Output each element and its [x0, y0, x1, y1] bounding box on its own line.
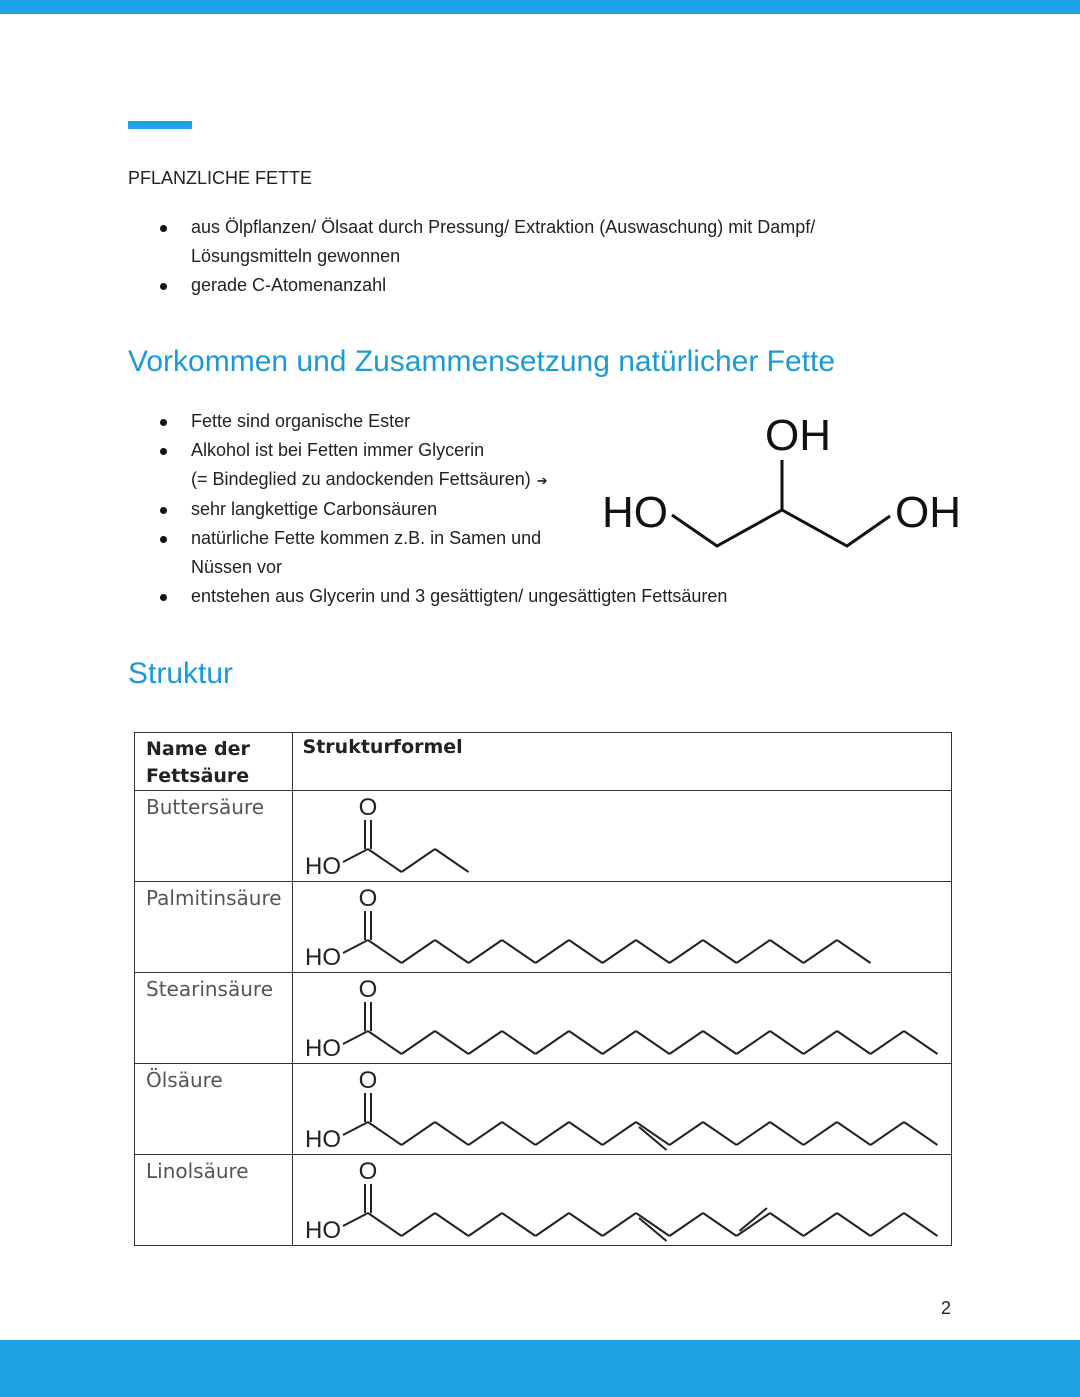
chain-bond: [770, 940, 804, 963]
fatty-acid-name: Palmitinsäure: [135, 882, 293, 973]
chain-bond: [468, 1122, 502, 1145]
chain-bond: [636, 1213, 670, 1236]
section-label: PFLANZLICHE FETTE: [128, 168, 313, 188]
skeletal-formula: [293, 1064, 951, 1151]
hydroxyl-label: HO: [304, 1126, 341, 1151]
heading-occurrence: Vorkommen und Zusammensetzung natürlicher Fette: [128, 345, 836, 378]
hydroxyl-label: HO: [304, 1217, 341, 1242]
chain-bond: [770, 1213, 804, 1236]
chain-bond: [703, 940, 737, 963]
fatty-acid-name: Stearinsäure: [135, 973, 293, 1064]
chain-bond: [502, 1031, 536, 1054]
list-item-continuation: (= Bindeglied zu andockenden Fettsäuren) ➔: [191, 469, 548, 489]
glycerin-oh-top: OH: [765, 411, 831, 460]
chain-bond: [669, 1122, 703, 1145]
chain-bond: [736, 940, 770, 963]
fatty-acid-name: Ölsäure: [135, 1064, 293, 1155]
chain-bond: [602, 940, 636, 963]
fatty-acid-name: Linolsäure: [135, 1155, 293, 1246]
list-item: natürliche Fette kommen z.B. in Samen und: [160, 524, 727, 553]
plant-fat-list: [160, 213, 815, 300]
chain-bond: [837, 1122, 871, 1145]
list-item: Fette sind organische Ester: [160, 407, 727, 436]
skeletal-formula: [293, 1155, 951, 1242]
chain-bond: [401, 1213, 435, 1236]
hydroxyl-label: HO: [304, 1035, 341, 1060]
glycerin-bonds: [672, 510, 890, 546]
table-row: [135, 791, 952, 882]
chain-bond: [870, 1122, 904, 1145]
double-bond: [739, 1208, 767, 1231]
glycerin-ho-left: HO: [602, 488, 668, 537]
chain-bond: [837, 1031, 871, 1054]
chain-bond: [736, 1031, 770, 1054]
chain-bond: [703, 1031, 737, 1054]
chain-bond: [636, 1122, 670, 1145]
chain-bond: [770, 1031, 804, 1054]
chain-bond: [569, 940, 603, 963]
chain-bond: [904, 1031, 938, 1054]
skeletal-formula: [293, 791, 951, 878]
chain-bond: [736, 1122, 770, 1145]
oxygen-label: O: [358, 885, 377, 912]
accent-dash: [128, 121, 192, 129]
chain-bond: [468, 1213, 502, 1236]
chain-bond: [602, 1031, 636, 1054]
bullet-icon: [160, 283, 167, 290]
bullet-icon: [160, 536, 167, 543]
chain-bond: [569, 1213, 603, 1236]
header-formula: Strukturformel: [292, 733, 951, 791]
chain-bond: [435, 849, 469, 872]
chain-bond: [870, 1031, 904, 1054]
chain-bond: [535, 1031, 569, 1054]
bullet-icon: [160, 448, 167, 455]
structure-cell: [292, 791, 951, 882]
bullet-icon: [160, 507, 167, 514]
chain-bond: [636, 940, 670, 963]
bullet-icon: [160, 419, 167, 426]
chain-bond: [803, 1122, 837, 1145]
table-row: [135, 973, 952, 1064]
list-item: sehr langkettige Carbonsäuren: [160, 495, 727, 524]
oxygen-label: O: [358, 1158, 377, 1185]
oxygen-label: O: [358, 794, 377, 821]
oxygen-label: O: [358, 1067, 377, 1094]
structure-cell: [292, 1155, 951, 1246]
chain-bond: [669, 940, 703, 963]
fatty-acid-name: Buttersäure: [135, 791, 293, 882]
chain-bond: [636, 1031, 670, 1054]
structure-cell: [292, 1064, 951, 1155]
top-accent-bar: [0, 0, 1080, 14]
chain-bond: [468, 1031, 502, 1054]
hydroxyl-bond: [343, 849, 368, 862]
hydroxyl-bond: [343, 1122, 368, 1135]
chain-bond: [837, 1213, 871, 1236]
hydroxyl-bond: [343, 1213, 368, 1226]
chain-bond: [870, 1213, 904, 1236]
table-row: [135, 1155, 952, 1246]
header-name: Name der Fettsäure: [135, 733, 293, 791]
structure-cell: [292, 973, 951, 1064]
chain-bond: [368, 940, 402, 963]
chain-bond: [468, 940, 502, 963]
table-row: [135, 1064, 952, 1155]
skeletal-formula: [293, 882, 951, 969]
bottom-accent-bar: [0, 1340, 1080, 1397]
chain-bond: [669, 1031, 703, 1054]
chain-bond: [569, 1031, 603, 1054]
chain-bond: [368, 1031, 402, 1054]
double-bond: [639, 1218, 667, 1241]
list-item-continuation: Lösungsmitteln gewonnen: [191, 246, 401, 266]
table-row: [135, 882, 952, 973]
chain-bond: [368, 1213, 402, 1236]
chain-bond: [703, 1122, 737, 1145]
chain-bond: [569, 1122, 603, 1145]
chain-bond: [904, 1213, 938, 1236]
hydroxyl-bond: [343, 940, 368, 953]
chain-bond: [837, 940, 871, 963]
chain-bond: [435, 1122, 469, 1145]
list-item: aus Ölpflanzen/ Ölsaat durch Pressung/ Extraktion (Auswaschung) mit Dampf/: [160, 213, 815, 242]
chain-bond: [770, 1122, 804, 1145]
chain-bond: [435, 1031, 469, 1054]
heading-structure: Struktur: [128, 657, 234, 690]
bullet-icon: [160, 594, 167, 601]
chain-bond: [535, 1213, 569, 1236]
chain-bond: [368, 1122, 402, 1145]
chain-bond: [502, 940, 536, 963]
chain-bond: [401, 940, 435, 963]
arrow-right-icon: ➔: [536, 473, 548, 488]
list-item: entstehen aus Glycerin und 3 gesättigten/ ungesättigten Fettsäuren: [160, 582, 727, 611]
chain-bond: [401, 849, 435, 872]
list-item: gerade C-Atomenanzahl: [160, 271, 815, 300]
chain-bond: [435, 940, 469, 963]
chain-bond: [401, 1122, 435, 1145]
bullet-icon: [160, 225, 167, 232]
hydroxyl-label: HO: [304, 944, 341, 969]
chain-bond: [502, 1122, 536, 1145]
chain-bond: [904, 1122, 938, 1145]
structure-cell: [292, 882, 951, 973]
list-item: Alkohol ist bei Fetten immer Glycerin: [160, 436, 727, 465]
chain-bond: [401, 1031, 435, 1054]
chain-bond: [602, 1213, 636, 1236]
table-header-row: [135, 733, 952, 791]
list-item-continuation: Nüssen vor: [191, 557, 283, 577]
page-number: 2: [941, 1298, 952, 1318]
chain-bond: [602, 1122, 636, 1145]
glycerin-oh-right: OH: [895, 488, 961, 537]
chain-bond: [502, 1213, 536, 1236]
chain-bond: [803, 940, 837, 963]
chain-bond: [535, 1122, 569, 1145]
chain-bond: [736, 1213, 770, 1236]
oxygen-label: O: [358, 976, 377, 1003]
hydroxyl-label: HO: [304, 853, 341, 878]
chain-bond: [535, 940, 569, 963]
chain-bond: [669, 1213, 703, 1236]
fatty-acid-table: [134, 732, 952, 1246]
double-bond: [639, 1127, 667, 1150]
chain-bond: [803, 1031, 837, 1054]
chain-bond: [368, 849, 402, 872]
skeletal-formula: [293, 973, 951, 1060]
chain-bond: [703, 1213, 737, 1236]
chain-bond: [435, 1213, 469, 1236]
chain-bond: [803, 1213, 837, 1236]
glycerin-structure: [590, 405, 980, 555]
hydroxyl-bond: [343, 1031, 368, 1044]
